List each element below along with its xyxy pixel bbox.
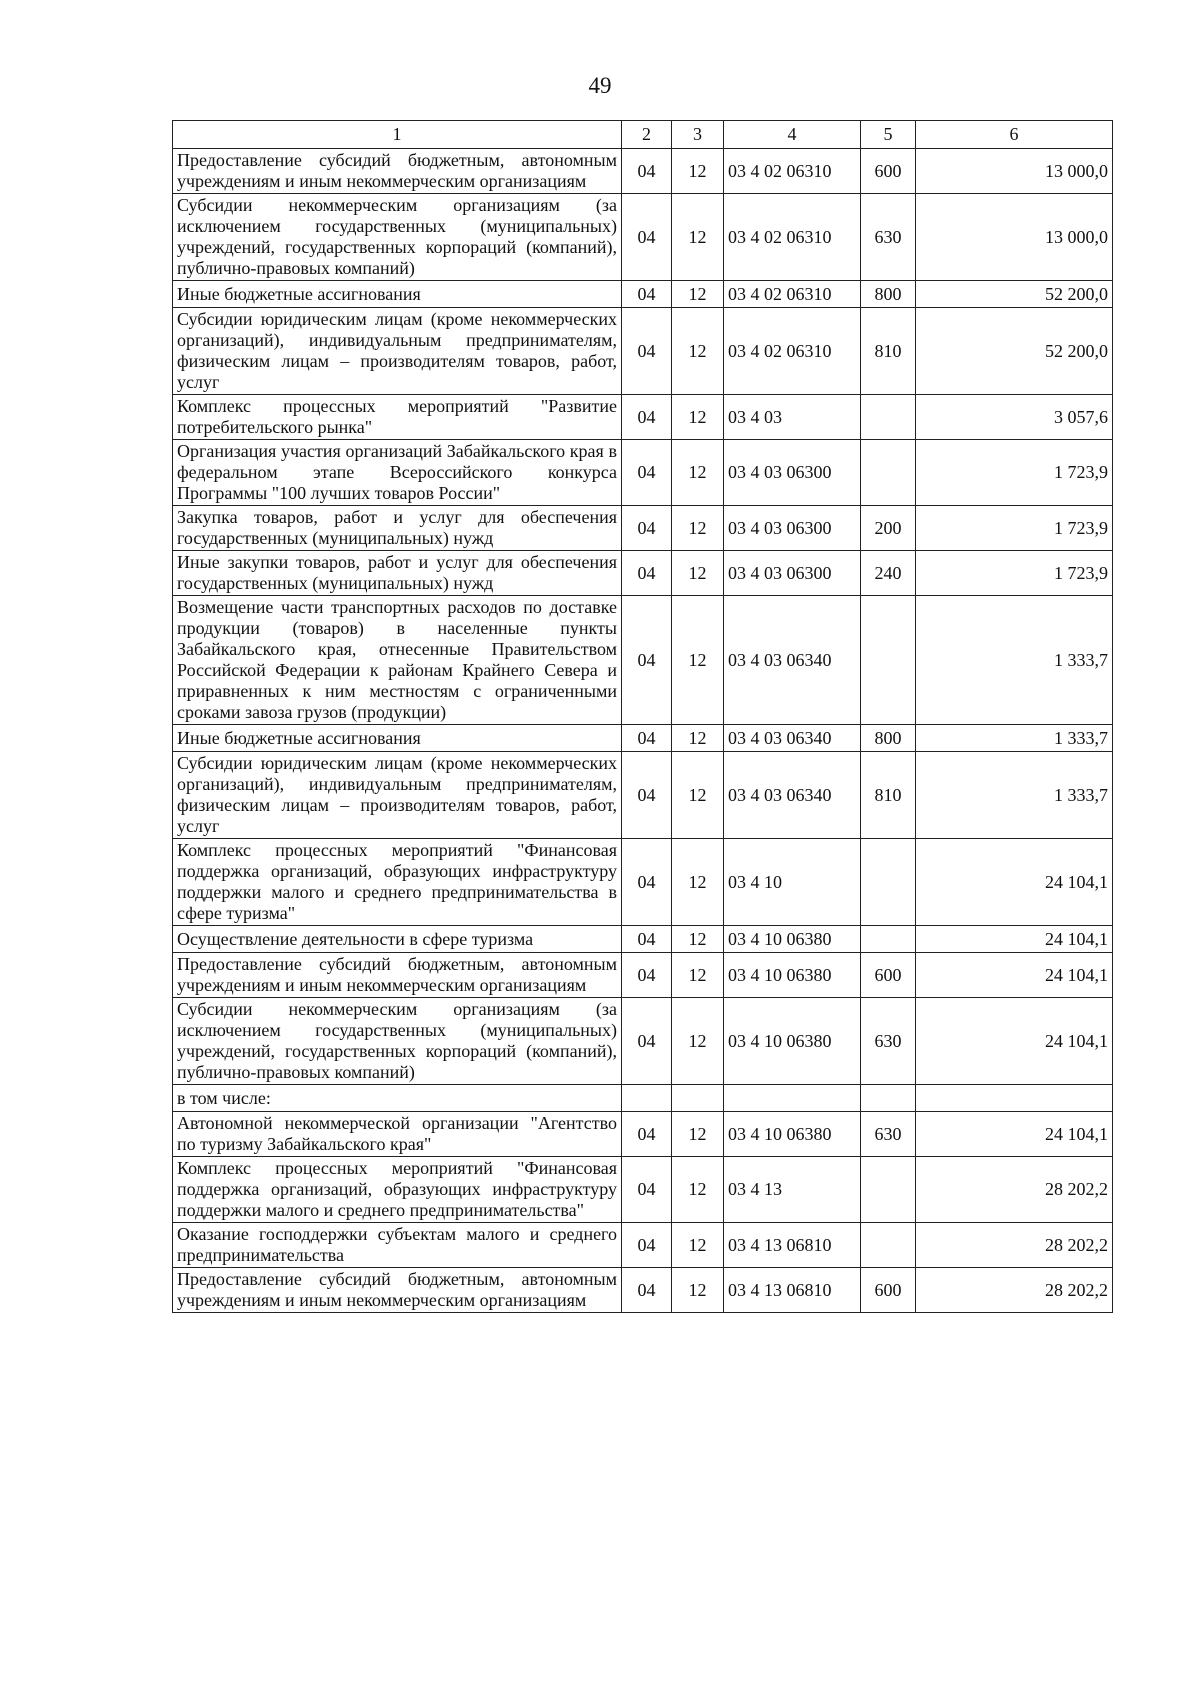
row-name: Оказание господдержки субъектам малого и среднего предпринимательства [173, 1223, 622, 1268]
row-section: 04 [622, 953, 672, 998]
table-row [173, 1112, 1113, 1157]
row-expense-type [861, 1223, 916, 1268]
row-target-code: 03 4 02 06310 [724, 308, 861, 395]
row-amount [916, 1085, 1113, 1112]
table-row [173, 395, 1113, 440]
row-subsection: 12 [672, 281, 724, 308]
row-expense-type: 200 [861, 506, 916, 551]
row-target-code: 03 4 03 [724, 395, 861, 440]
row-section: 04 [622, 1223, 672, 1268]
row-subsection: 12 [672, 1112, 724, 1157]
row-name: Субсидии юридическим лицам (кроме некоммерческих организаций), индивидуальным предпринимателям, физическим лицам – производителям товаров, работ, услуг [173, 308, 622, 395]
row-target-code: 03 4 03 06340 [724, 596, 861, 725]
row-name: Автономной некоммерческой организации "Агентство по туризму Забайкальского края" [173, 1112, 622, 1157]
row-subsection: 12 [672, 308, 724, 395]
row-target-code: 03 4 10 [724, 839, 861, 926]
row-amount: 28 202,2 [916, 1157, 1113, 1223]
row-section: 04 [622, 149, 672, 194]
row-amount: 24 104,1 [916, 953, 1113, 998]
row-amount: 1 333,7 [916, 752, 1113, 839]
row-expense-type [861, 395, 916, 440]
row-amount: 52 200,0 [916, 308, 1113, 395]
column-header-2: 2 [622, 121, 672, 149]
row-section: 04 [622, 998, 672, 1085]
header-row [173, 121, 1113, 149]
row-amount: 24 104,1 [916, 998, 1113, 1085]
column-header-1: 1 [173, 121, 622, 149]
row-subsection: 12 [672, 725, 724, 752]
row-name: Возмещение части транспортных расходов по доставке продукции (товаров) в населенные пункты Забайкальского края, отнесенные Правительством Российской Федерации к районам Крайнего Севера и приравненных к ним местностям с ограниченными сроками завоза грузов (продукции) [173, 596, 622, 725]
row-expense-type [861, 596, 916, 725]
row-amount: 52 200,0 [916, 281, 1113, 308]
row-expense-type: 600 [861, 1268, 916, 1313]
row-target-code: 03 4 10 06380 [724, 998, 861, 1085]
column-header-4: 4 [724, 121, 861, 149]
column-header-3: 3 [672, 121, 724, 149]
row-subsection: 12 [672, 752, 724, 839]
row-expense-type: 630 [861, 194, 916, 281]
row-expense-type: 240 [861, 551, 916, 596]
row-amount: 3 057,6 [916, 395, 1113, 440]
row-name: в том числе: [173, 1085, 622, 1112]
row-name: Комплекс процессных мероприятий "Финансовая поддержка организаций, образующих инфраструктуру поддержки малого и среднего предпринимательства" [173, 1157, 622, 1223]
row-subsection: 12 [672, 926, 724, 953]
row-subsection: 12 [672, 395, 724, 440]
table-row [173, 506, 1113, 551]
row-target-code: 03 4 02 06310 [724, 194, 861, 281]
row-amount: 28 202,2 [916, 1223, 1113, 1268]
row-expense-type [861, 1157, 916, 1223]
row-section: 04 [622, 308, 672, 395]
row-amount: 1 333,7 [916, 596, 1113, 725]
table-row [173, 440, 1113, 506]
row-section: 04 [622, 506, 672, 551]
row-expense-type [861, 440, 916, 506]
row-expense-type: 810 [861, 308, 916, 395]
row-target-code: 03 4 03 06340 [724, 752, 861, 839]
row-section: 04 [622, 839, 672, 926]
row-target-code: 03 4 02 06310 [724, 149, 861, 194]
row-target-code: 03 4 10 06380 [724, 926, 861, 953]
row-subsection: 12 [672, 149, 724, 194]
table-row [173, 281, 1113, 308]
table-row [173, 194, 1113, 281]
row-name: Субсидии некоммерческим организациям (за исключением государственных (муниципальных) учреждений, государственных корпораций (компаний), публично-правовых компаний) [173, 194, 622, 281]
row-name: Комплекс процессных мероприятий "Развитие потребительского рынка" [173, 395, 622, 440]
row-subsection: 12 [672, 506, 724, 551]
row-subsection: 12 [672, 953, 724, 998]
table-row [173, 1157, 1113, 1223]
row-section: 04 [622, 926, 672, 953]
table-row [173, 551, 1113, 596]
row-name: Субсидии юридическим лицам (кроме некоммерческих организаций), индивидуальным предпринимателям, физическим лицам – производителям товаров, работ, услуг [173, 752, 622, 839]
row-target-code: 03 4 03 06340 [724, 725, 861, 752]
row-section: 04 [622, 440, 672, 506]
row-section: 04 [622, 596, 672, 725]
row-name: Предоставление субсидий бюджетным, автономным учреждениям и иным некоммерческим организациям [173, 1268, 622, 1313]
row-amount: 1 333,7 [916, 725, 1113, 752]
row-section: 04 [622, 1112, 672, 1157]
table-header [173, 121, 1113, 149]
row-expense-type: 630 [861, 1112, 916, 1157]
table-row [173, 752, 1113, 839]
row-subsection: 12 [672, 839, 724, 926]
row-amount: 1 723,9 [916, 551, 1113, 596]
table-row [173, 725, 1113, 752]
row-expense-type [861, 839, 916, 926]
row-name: Закупка товаров, работ и услуг для обеспечения государственных (муниципальных) нужд [173, 506, 622, 551]
row-amount: 13 000,0 [916, 149, 1113, 194]
row-name: Осуществление деятельности в сфере туризма [173, 926, 622, 953]
row-subsection: 12 [672, 998, 724, 1085]
row-expense-type: 810 [861, 752, 916, 839]
row-expense-type [861, 1085, 916, 1112]
row-amount: 28 202,2 [916, 1268, 1113, 1313]
budget-table [172, 120, 1113, 1313]
row-section: 04 [622, 1157, 672, 1223]
row-subsection: 12 [672, 194, 724, 281]
column-header-5: 5 [861, 121, 916, 149]
row-expense-type: 600 [861, 953, 916, 998]
table-row [173, 596, 1113, 725]
row-target-code: 03 4 13 06810 [724, 1223, 861, 1268]
row-section: 04 [622, 281, 672, 308]
row-target-code: 03 4 13 06810 [724, 1268, 861, 1313]
table-row [173, 308, 1113, 395]
row-name: Иные бюджетные ассигнования [173, 281, 622, 308]
table-body [173, 149, 1113, 1313]
table-row [173, 1268, 1113, 1313]
row-target-code: 03 4 13 [724, 1157, 861, 1223]
row-target-code: 03 4 03 06300 [724, 551, 861, 596]
row-name: Предоставление субсидий бюджетным, автономным учреждениям и иным некоммерческим организациям [173, 149, 622, 194]
row-expense-type: 600 [861, 149, 916, 194]
row-expense-type: 630 [861, 998, 916, 1085]
table-row [173, 953, 1113, 998]
table-row [173, 1085, 1113, 1112]
row-amount: 13 000,0 [916, 194, 1113, 281]
row-section: 04 [622, 752, 672, 839]
row-section: 04 [622, 551, 672, 596]
row-target-code [724, 1085, 861, 1112]
row-expense-type: 800 [861, 725, 916, 752]
row-target-code: 03 4 03 06300 [724, 506, 861, 551]
row-expense-type [861, 926, 916, 953]
row-amount: 1 723,9 [916, 440, 1113, 506]
row-name: Иные бюджетные ассигнования [173, 725, 622, 752]
table-row [173, 149, 1113, 194]
row-amount: 24 104,1 [916, 839, 1113, 926]
row-section: 04 [622, 395, 672, 440]
row-name: Иные закупки товаров, работ и услуг для обеспечения государственных (муниципальных) нужд [173, 551, 622, 596]
row-section: 04 [622, 725, 672, 752]
row-expense-type: 800 [861, 281, 916, 308]
row-subsection: 12 [672, 1223, 724, 1268]
row-amount: 1 723,9 [916, 506, 1113, 551]
row-subsection: 12 [672, 551, 724, 596]
page-number: 49 [588, 73, 612, 98]
row-subsection: 12 [672, 1268, 724, 1313]
column-header-6: 6 [916, 121, 1113, 149]
row-name: Предоставление субсидий бюджетным, автономным учреждениям и иным некоммерческим организациям [173, 953, 622, 998]
row-subsection: 12 [672, 440, 724, 506]
row-target-code: 03 4 02 06310 [724, 281, 861, 308]
row-section: 04 [622, 1268, 672, 1313]
row-target-code: 03 4 03 06300 [724, 440, 861, 506]
table-row [173, 839, 1113, 926]
row-name: Комплекс процессных мероприятий "Финансовая поддержка организаций, образующих инфраструктуру поддержки малого и среднего предпринимательства в сфере туризма" [173, 839, 622, 926]
row-target-code: 03 4 10 06380 [724, 1112, 861, 1157]
row-subsection: 12 [672, 1157, 724, 1223]
row-subsection [672, 1085, 724, 1112]
table-row [173, 998, 1113, 1085]
row-subsection: 12 [672, 596, 724, 725]
row-section: 04 [622, 194, 672, 281]
table-row [173, 926, 1113, 953]
table-row [173, 1223, 1113, 1268]
row-section [622, 1085, 672, 1112]
row-amount: 24 104,1 [916, 926, 1113, 953]
row-amount: 24 104,1 [916, 1112, 1113, 1157]
row-name: Организация участия организаций Забайкальского края в федеральном этапе Всероссийского конкурса Программы "100 лучших товаров России" [173, 440, 622, 506]
row-target-code: 03 4 10 06380 [724, 953, 861, 998]
row-name: Субсидии некоммерческим организациям (за исключением государственных (муниципальных) учреждений, государственных корпораций (компаний), публично-правовых компаний) [173, 998, 622, 1085]
